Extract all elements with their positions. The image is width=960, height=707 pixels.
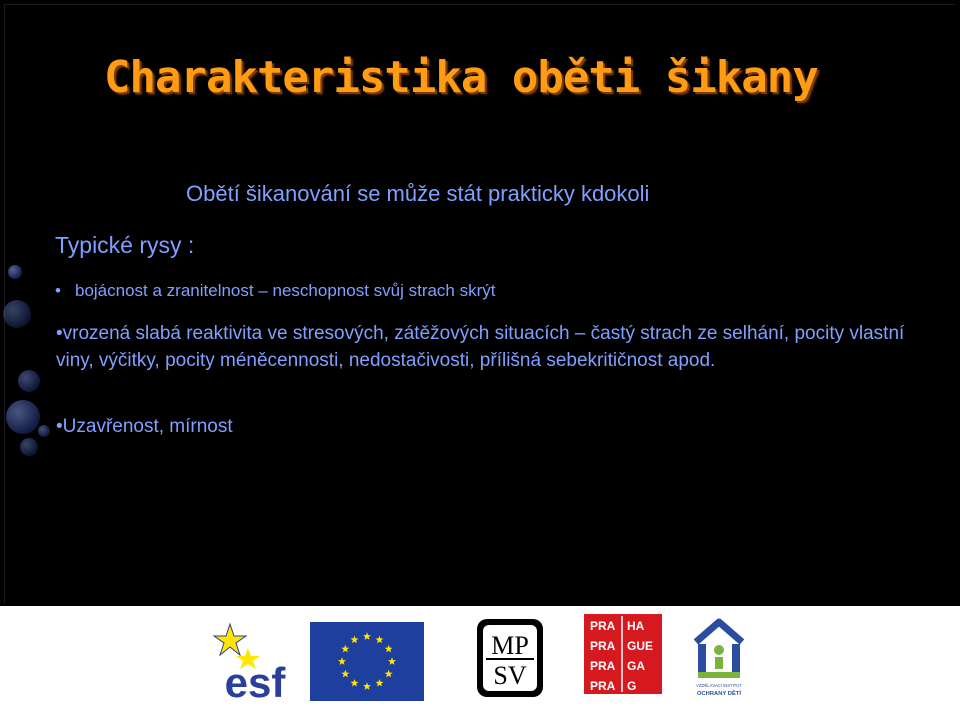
bullet-marker: • xyxy=(55,281,61,300)
eu-flag-logo xyxy=(310,622,424,701)
praha-logo xyxy=(584,614,662,694)
mpsv-bottom-text: SV xyxy=(493,661,527,690)
paragraph-introversion: •Uzavřenost, mírnost xyxy=(56,416,233,437)
praha-cell: GUE xyxy=(627,639,654,653)
section-heading: Typické rysy : xyxy=(55,232,195,258)
institute-text-line2: OCHRANY DĚTÍ xyxy=(696,691,742,697)
decor-bubble xyxy=(18,370,40,392)
praha-cell: G xyxy=(627,679,637,693)
institute-text-line1: VZDĚLÁVACÍ INSTITUT xyxy=(696,683,742,688)
decor-bubble xyxy=(8,265,22,279)
praha-cell: GA xyxy=(627,659,645,673)
praha-cell: PRA xyxy=(590,639,616,653)
praha-cell: HA xyxy=(627,619,645,633)
bullet-item xyxy=(55,281,496,301)
mpsv-top-text: MP xyxy=(491,631,529,660)
esf-logo xyxy=(208,620,302,702)
slide-title: Charakteristika oběti šikany xyxy=(104,52,818,103)
bullet-text: bojácnost a zranitelnost – neschopnost svůj strach skrýt xyxy=(75,281,496,300)
decor-bubble xyxy=(38,425,50,437)
esf-wordmark: esf xyxy=(224,659,286,702)
praha-cell: PRA xyxy=(590,679,616,693)
logo-strip xyxy=(0,606,960,703)
mpsv-logo xyxy=(476,618,544,698)
slide-subtitle: Obětí šikanování se může stát prakticky kdokoli xyxy=(186,181,650,206)
child-protection-institute-logo xyxy=(688,616,750,700)
paragraph-traits: •vrozená slabá reaktivita ve stresových, zátěžových situacích – častý strach ze selhání, pocity vlastní viny, výčitky, pocity méněcennosti, nedostačivosti, přílišná sebekritičnost apod. xyxy=(56,323,905,371)
praha-cell: PRA xyxy=(590,619,616,633)
decor-bubble xyxy=(20,438,38,456)
decor-bubble xyxy=(3,300,31,328)
praha-cell: PRA xyxy=(590,659,616,673)
decor-bubble xyxy=(6,400,40,434)
